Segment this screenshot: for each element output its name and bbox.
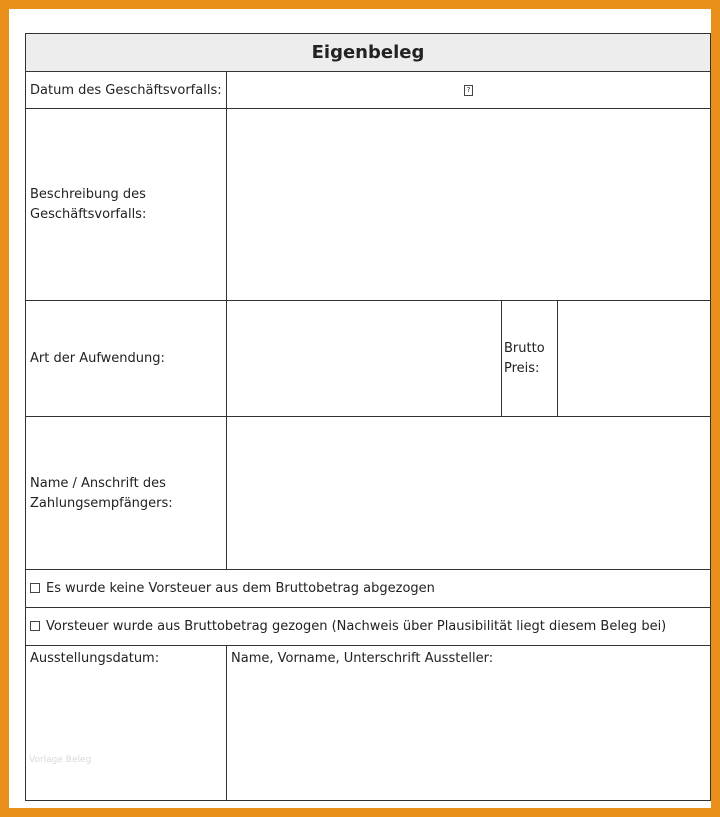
gross-price-field[interactable] — [557, 300, 711, 418]
gross-price-label-line1: Brutto — [504, 341, 545, 356]
empty-checkbox-icon[interactable] — [30, 583, 40, 593]
option-no-vat-row[interactable] — [25, 569, 711, 609]
form-title: Eigenbeleg — [311, 41, 425, 63]
payee-label-line2: Zahlungsempfängers: — [30, 495, 173, 511]
issue-date-label: Ausstellungsdatum: — [30, 651, 160, 666]
expense-label-cell — [25, 300, 228, 418]
form-title-row — [25, 33, 711, 72]
payee-field[interactable] — [226, 416, 711, 571]
expense-label: Art der Aufwendung: — [30, 351, 165, 366]
description-label-line2: Geschäftsvorfalls: — [30, 207, 147, 222]
description-label-cell — [25, 108, 228, 302]
option-vat-row[interactable] — [25, 607, 711, 647]
gross-price-label-cell — [501, 300, 559, 418]
issue-date-field[interactable] — [25, 645, 228, 801]
date-label: Datum des Geschäftsvorfalls: — [30, 82, 222, 98]
signature-field[interactable] — [226, 645, 711, 801]
payee-label-line1: Name / Anschrift des — [30, 475, 166, 491]
empty-checkbox-icon[interactable] — [30, 621, 40, 631]
gross-price-label-line2: Preis: — [504, 361, 540, 376]
option-no-vat-label: Es wurde keine Vorsteuer aus dem Bruttobetrag abgezogen — [46, 581, 435, 596]
date-field[interactable] — [226, 71, 711, 110]
eigenbeleg-form — [25, 33, 711, 801]
signature-label: Name, Vorname, Unterschrift Aussteller: — [231, 651, 494, 666]
description-field[interactable] — [226, 108, 711, 302]
description-label-line1: Beschreibung des — [30, 187, 146, 202]
calendar-placeholder-icon: ? — [464, 85, 473, 96]
expense-field[interactable] — [226, 300, 503, 418]
option-vat-label: Vorsteuer wurde aus Bruttobetrag gezogen (Nachweis über Plausibilität liegt diesem Beleg bei) — [46, 619, 667, 634]
watermark-text: Vorlage Beleg — [29, 755, 92, 765]
date-label-cell — [25, 71, 228, 110]
payee-label-cell — [25, 416, 228, 571]
